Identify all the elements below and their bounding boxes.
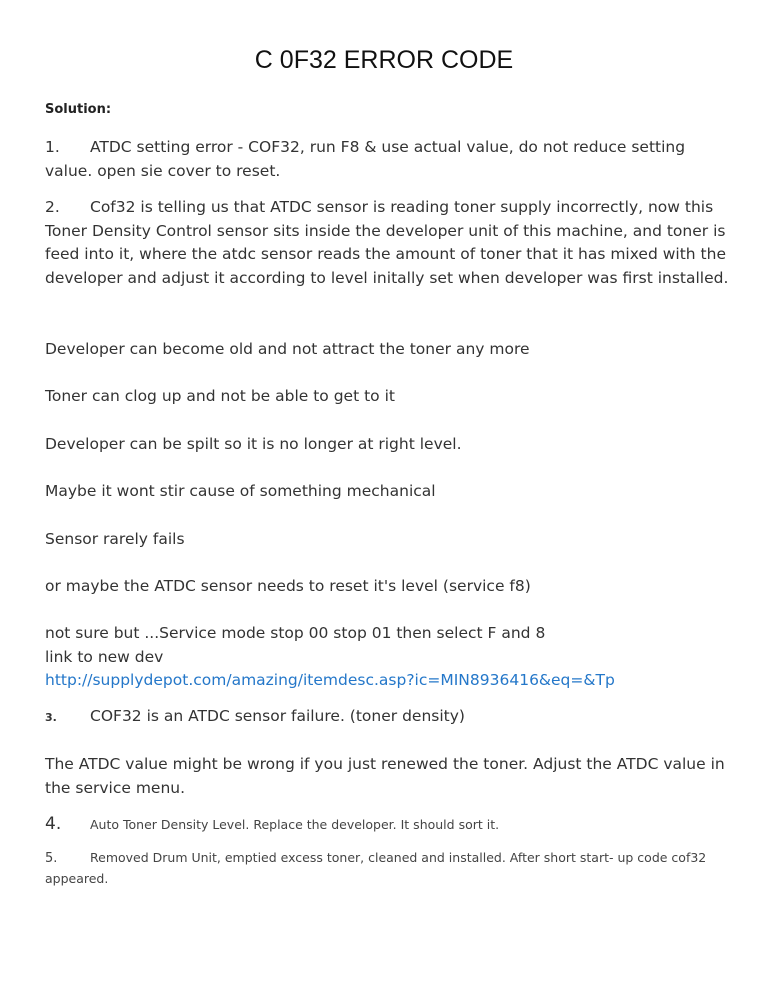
- item-text: ATDC setting error - COF32, run F8 & use actual value, do not reduce setting value. open sie cover to reset.: [45, 138, 686, 180]
- page-title: C 0F32 ERROR CODE: [254, 46, 514, 74]
- paragraph: Sensor rarely fails: [45, 530, 185, 548]
- solution-item-3: [45, 705, 735, 730]
- solution-item-1: [45, 136, 735, 183]
- item-text: Removed Drum Unit, emptied excess toner, cleaned and installed. After short start- up code cof32 appeared.: [45, 850, 707, 886]
- service-mode-text: not sure but ...Service mode stop 00 stop 01 then select F and 8: [45, 624, 546, 642]
- solution-item-5: [45, 848, 735, 889]
- paragraph: or maybe the ATDC sensor needs to reset it's level (service f8): [45, 577, 531, 595]
- supplydepot-link[interactable]: http://supplydepot.com/amazing/itemdesc.asp?ic=MIN8936416&eq=&Tp: [45, 671, 615, 689]
- item-number: 3.: [45, 711, 57, 724]
- paragraph: The ATDC value might be wrong if you just renewed the toner. Adjust the ATDC value in the service menu.: [45, 755, 725, 797]
- solution-label: Solution:: [45, 102, 112, 117]
- paragraph: Developer can be spilt so it is no longer at right level.: [45, 435, 462, 453]
- paragraph: Maybe it wont stir cause of something mechanical: [45, 482, 436, 500]
- solution-item-4: [45, 813, 735, 837]
- item-text: Cof32 is telling us that ATDC sensor is reading toner supply incorrectly, now this Toner Density Control sensor sits inside the developer unit of this machine, and toner is feed into it, where the atdc sensor reads the amount of toner that it has mixed with the developer and adjust it according to level initally set when developer was first installed.: [45, 198, 729, 287]
- paragraph: Developer can become old and not attract the toner any more: [45, 340, 530, 358]
- link-caption: link to new dev: [45, 647, 164, 666]
- paragraph: Toner can clog up and not be able to get to it: [45, 387, 395, 405]
- item-number: 4.: [45, 814, 62, 834]
- item-number: 5.: [45, 851, 58, 866]
- paragraph-service-mode: [45, 622, 735, 693]
- item-text: COF32 is an ATDC sensor failure. (toner density): [90, 707, 465, 725]
- item-number: 2.: [45, 198, 60, 216]
- item-number: 1.: [45, 138, 60, 156]
- item-text: Auto Toner Density Level. Replace the developer. It should sort it.: [90, 817, 500, 832]
- solution-item-2: [45, 196, 735, 290]
